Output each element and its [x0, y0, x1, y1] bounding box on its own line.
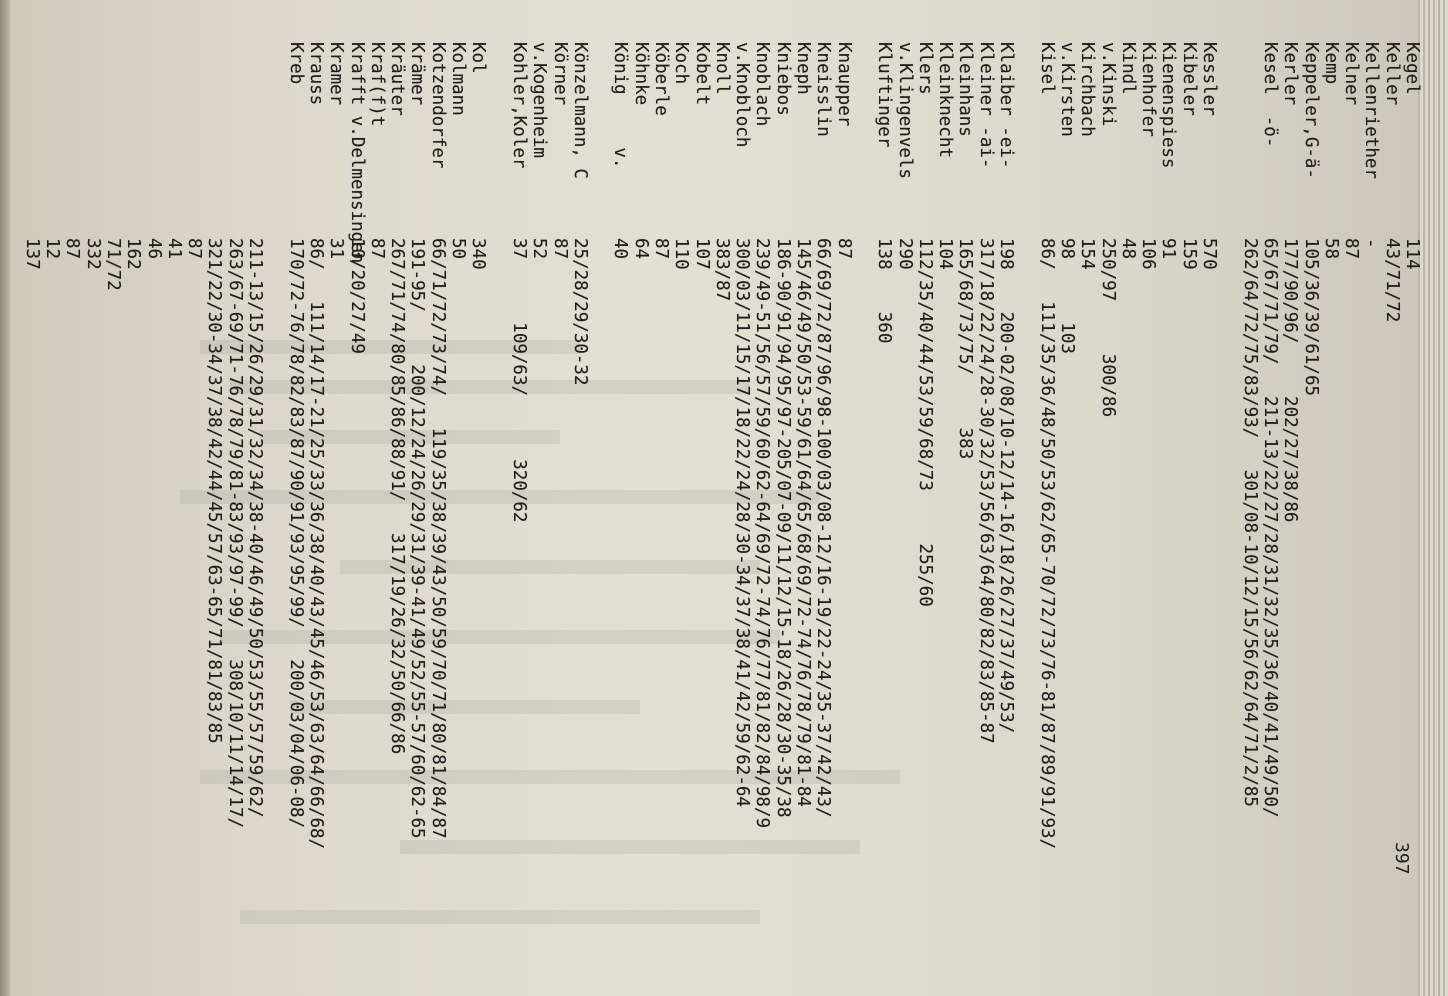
entry-name: Kräuter — [387, 42, 408, 116]
entry-references: 262/64/72/75/83/93/ 301/08-10/12/15/56/62/64/71/2/85 — [1239, 238, 1260, 807]
entry-name: Kellenriether — [1361, 42, 1382, 179]
entry-name: v.Kirsten — [1056, 42, 1077, 137]
entry-references: 263/67-69/71-76/78/79/81-83/93/97-99/ 308/10/11/14/17/ — [224, 238, 245, 829]
entry-name: Kienenspiess — [1158, 42, 1179, 169]
entry-references: 65/67/71/79/ 211-13/22/27/28/31/32/35/36/40/41/49/50/ — [1259, 238, 1280, 818]
entry-references: 87 — [366, 238, 387, 260]
entry-references: - — [1361, 238, 1382, 249]
entry-name: Kotzendorfer — [427, 42, 448, 169]
entry-name: Kerler — [1280, 42, 1301, 106]
entry-references: 290 — [894, 238, 915, 270]
entry-name: Kindl — [1117, 42, 1138, 95]
entry-references: 570 — [1199, 238, 1220, 270]
entry-name: v.Kinski — [1097, 42, 1118, 127]
entry-name: Kesel -ö- — [1259, 42, 1280, 148]
entry-references: 87 — [549, 238, 570, 260]
entry-name: Kol — [468, 42, 489, 74]
entry-name: Kelner — [1341, 42, 1362, 106]
entry-references: 191-95/ 200/12/24/26/29/31/39-41/49/52/55-57/60/62-65 — [407, 238, 428, 839]
entry-name: Kemp — [1320, 42, 1341, 85]
entry-references: 87 — [651, 238, 672, 260]
entry-references: 66/69/72/87/96/98-100/03/08-12/16-19/22-24/35-37/42/43/ — [813, 238, 834, 818]
typed-index-sheet — [2, 42, 1422, 996]
entry-references: 43/71/72 — [1381, 238, 1402, 323]
entry-references: 165/68/73/75/ 383 — [955, 238, 976, 460]
entry-references: 198 200-02/08/10-12/14-16/18/26/27/37/49/53/ — [996, 238, 1017, 734]
entry-references: 170/72-76/78/82/83/87/90/91/93/95/99/ 200/03/04/06-08/ — [285, 238, 306, 829]
entry-name: Kohler,Koler — [508, 42, 529, 169]
entry-name: Knoll — [711, 42, 732, 95]
entry-name: Kraf(f)t — [366, 42, 387, 127]
page-stack-edge — [1418, 0, 1448, 996]
entry-references: 91 — [1158, 238, 1179, 260]
entry-name: Kibeler — [1178, 42, 1199, 116]
entry-name: Kolmann — [448, 42, 469, 116]
entry-references: 159 — [1178, 238, 1199, 270]
entry-references: 137 — [21, 238, 42, 270]
entry-references: 267/71/74/80/85/86/88/91/ 317/19/26/32/50/66/86 — [387, 238, 408, 755]
entry-references: 87 — [833, 238, 854, 260]
entry-name: Kegel — [1402, 42, 1422, 95]
entry-references: 211-13/15/26/29/31/32/34/38-40/46/49/50/53/55/57/59/62/ — [245, 238, 266, 818]
entry-references: 98 103 — [1056, 238, 1077, 354]
entry-references: 50 — [448, 238, 469, 260]
entry-references: 37 109/63/ 320/62 — [508, 238, 529, 523]
entry-name: Krämer — [407, 42, 428, 106]
entry-references: 332 — [82, 238, 103, 270]
entry-name: Kisel — [1036, 42, 1057, 95]
entry-references: 110 — [671, 238, 692, 270]
entry-references: 104 — [935, 238, 956, 270]
entry-references: 145/46/49/50/53-59/61/64/65/68/69/72-74/76/78/79/81-84 — [793, 238, 814, 807]
entry-references: 64 — [630, 238, 651, 260]
entry-name: Knoblach — [752, 42, 773, 127]
entry-references: 31 — [326, 238, 347, 260]
entry-references: 300/03/11/15/17/18/22/24/28/30-34/37/38/41/42/59/62-64 — [732, 238, 753, 807]
entry-name: Koch — [671, 42, 692, 85]
entry-references: 87 — [184, 238, 205, 260]
entry-name: Keller — [1381, 42, 1402, 106]
entry-references: 48 — [1117, 238, 1138, 260]
entry-name: Körner — [549, 42, 570, 106]
entry-references: 105/36/39/61/65 — [1300, 238, 1321, 397]
entry-references: 12 — [42, 238, 63, 260]
entry-references: 162 — [123, 238, 144, 270]
entry-references: 10/20/27/49 — [346, 238, 367, 354]
page-number: 397 — [1391, 842, 1412, 875]
entry-references: 58 — [1320, 238, 1341, 260]
entry-name: Kleiner -ai- — [975, 42, 996, 169]
entry-name: Kleinknecht — [935, 42, 956, 158]
entry-name: Kreb — [285, 42, 306, 85]
entry-name: Kobelt — [691, 42, 712, 106]
entry-references: 114 — [1402, 238, 1422, 270]
entry-name: Keppeler,G-ä- — [1300, 42, 1321, 179]
entry-references: 250/97 300/86 — [1097, 238, 1118, 418]
entry-references: 138 360 — [874, 238, 895, 344]
entry-references: 66/71/72/73/74/ 119/35/38/39/43/50/59/70/71/80/81/84/87 — [427, 238, 448, 839]
entry-name: v.Kogenheim — [529, 42, 550, 158]
entry-name: Kramer — [326, 42, 347, 106]
entry-name: Klaiber -ei- — [996, 42, 1017, 169]
entry-name: v.Knobloch — [732, 42, 753, 148]
entry-name: Knaupper — [833, 42, 854, 127]
entry-references: 87 — [1341, 238, 1362, 260]
entry-name: Köhnke — [630, 42, 651, 106]
entry-name: Krafft v.Delmensingen — [346, 42, 367, 264]
entry-references: 317/18/22/24/28-30/32/53/56/63/64/80/82/83/85-87 — [975, 238, 996, 744]
entry-references: 71/72 — [103, 238, 123, 291]
entry-name: Kneisslin — [813, 42, 834, 137]
entry-references: 40 — [610, 238, 631, 260]
entry-references: 186-90/91/94/95/97-205/07-09/11/12/15-18/26/28/30-35/38 — [772, 238, 793, 818]
entry-name: Krauss — [305, 42, 326, 106]
entry-references: 25/28/29/30-32 — [569, 238, 590, 386]
entry-name: Klers — [914, 42, 935, 95]
entry-references: 383/87 — [711, 238, 732, 302]
entry-name: v.Klingenvels — [894, 42, 915, 179]
entry-name: Kienhofer — [1138, 42, 1159, 137]
entry-references: 177/90/96/ 202/27/38/86 — [1280, 238, 1301, 523]
entry-name: Kneph — [793, 42, 814, 95]
entry-name: Könzelmann, C — [569, 42, 590, 179]
entry-references: 86/ 111/14/17-21/25/33/36/38/40/43/45/46/53/63/64/66/68/ — [305, 238, 326, 850]
entry-references: 106 — [1138, 238, 1159, 270]
entry-references: 46 — [143, 238, 164, 260]
entry-references: 52 — [529, 238, 550, 260]
entry-references: 321/22/30-34/37/38/42/44/45/57/63-65/71/81/83/85 — [204, 238, 225, 744]
entry-references: 86/ 111/35/36/48/50/53/62/65-70/72/73/76-81/87/89/91/93/ — [1036, 238, 1057, 850]
entry-references: 107 — [691, 238, 712, 270]
entry-name: König v. — [610, 42, 631, 169]
entry-name: Kessler — [1199, 42, 1220, 116]
entry-references: 340 — [468, 238, 489, 270]
entry-references: 239/49-51/56/57/59/60/62-64/69/72-74/76/77/81/82/84/98/9 — [752, 238, 773, 829]
entry-references: 41 — [163, 238, 184, 260]
entry-name: Kluftinger — [874, 42, 895, 148]
entry-name: Kirchbach — [1077, 42, 1098, 137]
entry-references: 87 — [62, 238, 83, 260]
entry-name: Kniebos — [772, 42, 793, 116]
entry-name: Köberle — [651, 42, 672, 116]
entry-references: 154 — [1077, 238, 1098, 270]
entry-references: 112/35/40/44/53/59/68/73 255/60 — [914, 238, 935, 607]
entry-name: Kleinhans — [955, 42, 976, 137]
